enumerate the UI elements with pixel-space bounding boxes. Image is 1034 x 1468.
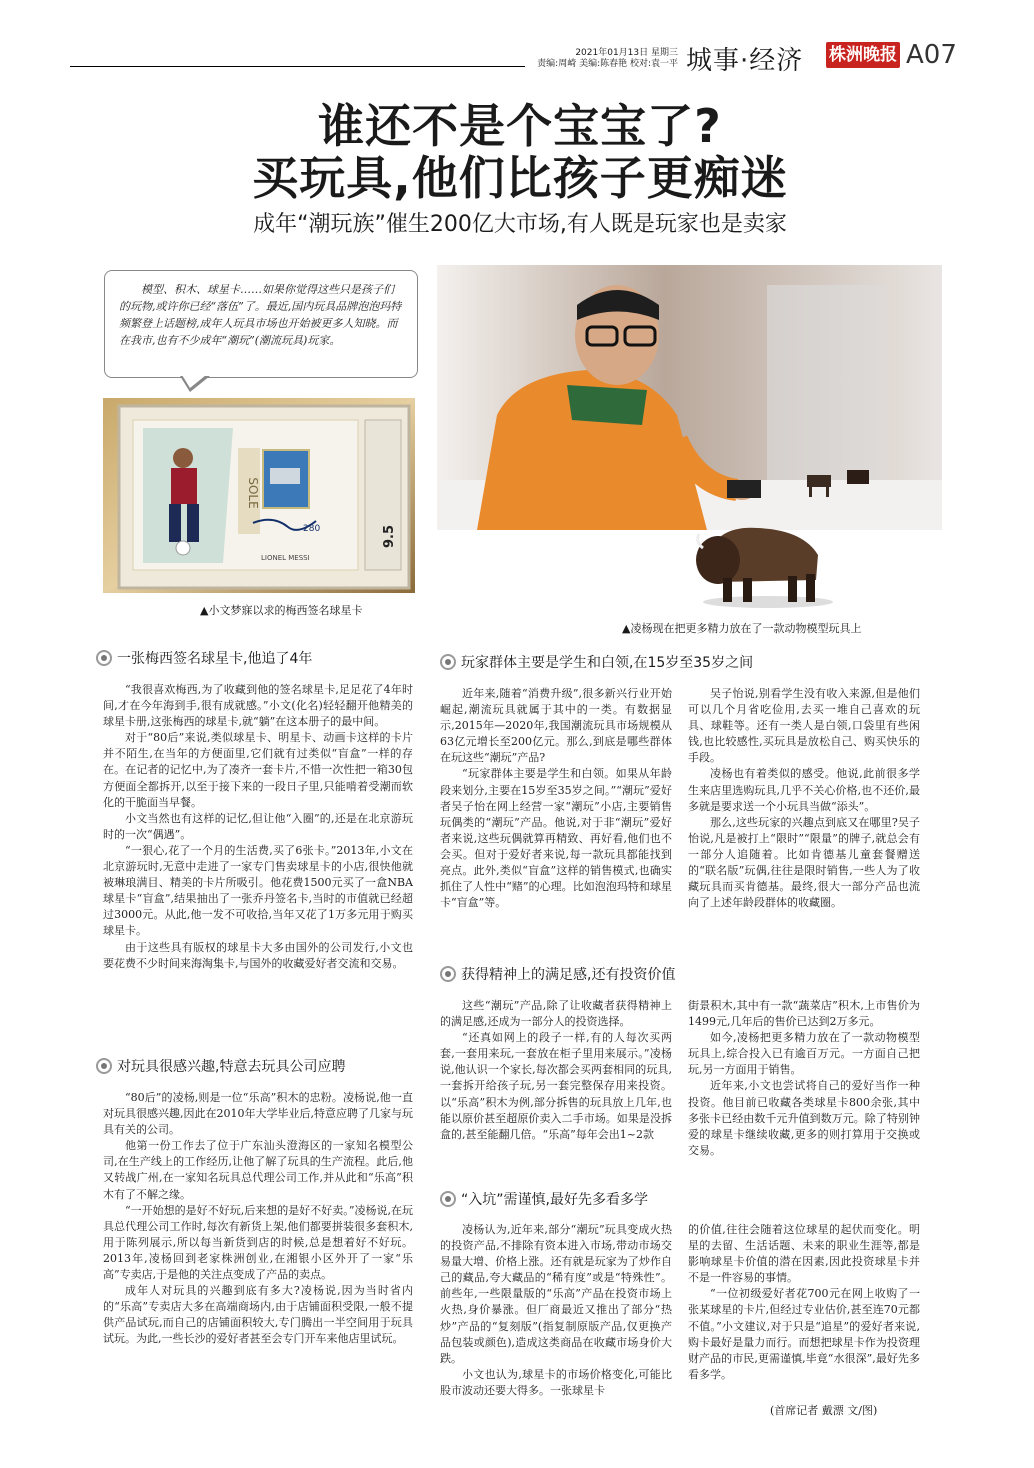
article-col-c2 xyxy=(688,998,920,1159)
header-meta xyxy=(528,48,678,70)
paragraph: 由于这些具有版权的球星卡大多由国外的公司发行,小文也要花费不少时间来海淘集卡,与国外的收藏爱好者交流和交易。 xyxy=(103,940,413,970)
paragraph: 凌杨也有着类似的感受。他说,此前很多学生来店里选购玩具,几乎不关心价格,也不还价,最多就是要求送一个小玩具当做“添头”。 xyxy=(688,767,920,813)
card-sole-text: SOLE xyxy=(246,477,260,509)
article-col-a2 xyxy=(103,1090,413,1348)
photo-caption-1: ▲小文梦寐以求的梅西签名球星卡 xyxy=(200,604,363,617)
paragraph: “一狠心,花了一个月的生活费,买了6张卡。”2013年,小文在北京游玩时,无意中走进了一家专门售卖球星卡的小店,很快他就被琳琅满目、精美的卡片所吸引。他花费1500元买了一盒NBA球星卡“盲盒”,结果抽出了一张乔丹签名卡,当时的市值就已经超过3000元。从此,他一发不可收拾,当年又花了1万多元用于购买球星卡。 xyxy=(103,843,413,938)
bullet-circle-icon xyxy=(440,966,456,982)
paragraph: 凌杨认为,近年来,部分“潮玩”玩具变成火热的投资产品,不排除有资本进入市场,带动市场交易量大增、价格上涨。还有就是玩家为了炒作自己的藏品,夸大藏品的“稀有度”或是“特殊性”。前些年,一些限量版的“乐高”产品在投资市场上火热,身价暴涨。但厂商最近又推出了部分“热炒”产品的“复刻版”(指复制原版产品,仅更换产品包装或颜色),造成这类商品在收藏市场身价大跌。 xyxy=(440,1223,672,1365)
article-col-c3 xyxy=(688,1222,920,1383)
article-col-c1 xyxy=(688,686,920,911)
section-header-2 xyxy=(96,1056,345,1076)
section-name: 城事·经济 xyxy=(686,46,804,76)
bullet-circle-icon xyxy=(440,654,456,670)
editor-credits: 责编:周崎 美编:陈春艳 校对:袁一平 xyxy=(537,59,678,69)
section-header-2-text: 对玩具很感兴趣,特意去玩具公司应聘 xyxy=(117,1059,346,1075)
paragraph: 小文当然也有这样的记忆,但让他“入圈”的,还是在北京游玩时的一次“偶遇”。 xyxy=(103,811,413,841)
headline-line-1: 谁还不是个宝宝了? xyxy=(318,99,722,153)
section-header-4 xyxy=(440,964,675,984)
paragraph: 近年来,小文也尝试将自己的爱好当作一种投资。他目前已收藏各类球星卡800余张,其中多张卡已经由数千元升值到数万元。除了特别钟爱的球星卡继续收藏,更多的则打算用于交换或交易。 xyxy=(688,1079,920,1157)
subheadline: 成年“潮玩族”催生200亿大市场,有人既是玩家也是卖家 xyxy=(253,212,787,237)
paragraph: 吴子怡说,别看学生没有收入来源,但是他们可以几个月省吃俭用,去买一堆自己喜欢的玩具、球鞋等。还有一类人是白领,口袋里有些闲钱,也比较感性,买玩具是放松自己、购买快乐的手段。 xyxy=(688,687,920,765)
paragraph: 近年来,随着“消费升级”,很多新兴行业开始崛起,潮流玩具就属于其中的一类。有数据显示,2015年—2020年,我国潮流玩具市场规模从63亿元增长至200亿元。那么,到底是哪些群体在玩这些“潮玩”产品? xyxy=(440,687,672,765)
intro-bubble: 模型、积木、球星卡……如果你觉得这些只是孩子们的玩物,或许你已经“落伍”了。最近,国内玩具品牌泡泡玛特频繁登上话题榜,成年人玩具市场也开始被更多人知晓。而在我市,也有不少成年“潮玩”(潮流玩具)玩家。 xyxy=(104,270,418,378)
headline-line-2: 买玩具,他们比孩子更痴迷 xyxy=(252,151,788,205)
card-autograph-number: 280 xyxy=(303,524,321,534)
newspaper-logo: 株洲晚报 xyxy=(826,42,900,68)
paragraph: 成年人对玩具的兴趣到底有多大?凌杨说,因为当时省内的“乐高”专卖店大多在高端商场内,由于店铺面积受限,一般不提供产品试玩,而自己的店铺面积较大,专门腾出一半空间用于玩具试玩。为此,一些长沙的爱好者甚至会专门开车来他店里试玩。 xyxy=(103,1284,413,1346)
paragraph: “玩家群体主要是学生和白领。如果从年龄段来划分,主要在15岁至35岁之间。”“潮玩”爱好者吴子怡在网上经营一家“潮玩”小店,主要销售玩偶类的“潮玩”产品。他说,对于非“潮玩”爱好者来说,这些玩偶就算再精致、再好看,他们也不会买。但对于爱好者来说,每一款玩具都能找到亮点。此外,类似“盲盒”这样的销售模式,也确实抓住了人性中“赌”的心理。比如泡泡玛特和球星卡“盲盒”等。 xyxy=(440,767,672,910)
paragraph: “80后”的凌杨,则是一位“乐高”积木的忠粉。凌杨说,他一直对玩具很感兴趣,因此在2010年大学毕业后,特意应聘了几家与玩具有关的公司。 xyxy=(103,1091,413,1137)
paragraph: “我很喜欢梅西,为了收藏到他的签名球星卡,足足花了4年时间,才在今年海到手,很有成就感。”小文(化名)轻轻翻开他精美的球星卡册,这张梅西的球星卡,就“躺”在这本册子的最中间。 xyxy=(103,683,413,729)
paragraph: “一位初级爱好者花700元在网上收购了一张某球星的卡片,但经过专业估价,甚至连70元都不值。”小文建议,对于只是“追星”的爱好者来说,购卡最好是量力而行。而想把球星卡作为投资理财产品的市民,更需谨慎,毕竟“水很深”,最好先多看多学。 xyxy=(688,1287,920,1381)
bullet-circle-icon xyxy=(96,650,112,666)
bison-model-image xyxy=(688,510,838,610)
article-col-b1 xyxy=(440,686,672,911)
paragraph: 他第一份工作去了位于广东汕头澄海区的一家知名模型公司,在生产线上的工作经历,让他了解了玩具的生产流程。此后,他又转战广州,在一家知名玩具总代理公司工作,并从此和“乐高”积木有了不解之缘。 xyxy=(103,1139,413,1201)
paragraph: 那么,这些玩家的兴趣点到底又在哪里?吴子怡说,凡是被打上“限时”“限量”的牌子,就总会有一部分人追随着。比如肯德基儿童套餐赠送的“联名版”玩偶,往往是限时销售,一些人为了收藏玩具而买肯德基。最终,很大一部分产品也流向了上述年龄段群体的收藏圈。 xyxy=(688,815,920,910)
section-header-3-text: 玩家群体主要是学生和白领,在15岁至35岁之间 xyxy=(461,655,754,671)
paragraph: “一开始想的是好不好玩,后来想的是好不好卖。”凌杨说,在玩具总代理公司工作时,每次有新货上架,他们都要拼装很多套积木,用于陈列展示,所以每当新货到店的时候,总是想着好不好玩。2013年,凌杨回到老家株洲创业,在湘银小区外开了一家“乐高”专卖店,于是他的关注点变成了产品的卖点。 xyxy=(103,1203,413,1282)
issue-date: 2021年01月13日 星期三 xyxy=(575,48,678,58)
bubble-tail-fill xyxy=(182,375,206,388)
bullet-circle-icon xyxy=(96,1058,112,1074)
article-col-b2 xyxy=(440,998,672,1143)
card-grade: 9.5 xyxy=(382,524,397,548)
article-col-a1 xyxy=(103,682,413,972)
paragraph: 的价值,往往会随着这位球星的起伏而变化。明星的去留、生活话题、未来的职业生涯等,都是影响球星卡价值的潜在因素,因此投资球星卡并不是一件容易的事情。 xyxy=(688,1223,920,1285)
section-header-5 xyxy=(440,1189,648,1209)
byline: (首席记者 戴漂 文/图) xyxy=(770,1404,878,1417)
page-number: A07 xyxy=(906,40,957,70)
section-header-1 xyxy=(96,648,312,668)
paragraph: 如今,凌杨把更多精力放在了一款动物模型玩具上,综合投入已有逾百万元。一方面自己把玩,另一方面用于销售。 xyxy=(688,1031,920,1077)
section-header-5-text: “入坑”需谨慎,最好先多看多学 xyxy=(461,1192,648,1208)
messi-card-photo xyxy=(103,398,415,593)
bullet-circle-icon xyxy=(440,1191,456,1207)
section-header-1-text: 一张梅西签名球星卡,他追了4年 xyxy=(117,651,313,667)
photo-caption-2: ▲凌杨现在把更多精力放在了一款动物模型玩具上 xyxy=(622,622,862,635)
paragraph: “还真如网上的段子一样,有的人每次买两套,一套用来玩,一套放在柜子里用来展示。”凌杨说,他认识一个家长,每次都会买两套相同的玩具,一套拆开给孩子玩,另一套完整保存用来投资。以“乐高”积木为例,部分拆售的玩具放上几年,也能以原价甚至超原价卖入二手市场。如果是没拆盒的,甚至能翻几倍。“乐高”每年会出1~2款 xyxy=(440,1031,672,1141)
paragraph: 街景积木,其中有一款“蔬菜店”积木,上市售价为1499元,几年后的售价已达到2万多元。 xyxy=(688,999,920,1029)
card-player-name: LIONEL MESSI xyxy=(261,554,310,562)
article-col-b3 xyxy=(440,1222,672,1399)
collector-photo xyxy=(437,265,942,530)
header-rule xyxy=(70,66,525,67)
section-header-3 xyxy=(440,652,753,672)
paragraph: 小文也认为,球星卡的市场价格变化,可能比股市波动还要大得多。一张球星卡 xyxy=(440,1367,672,1397)
section-header-4-text: 获得精神上的满足感,还有投资价值 xyxy=(461,967,676,983)
paragraph: 对于“80后”来说,类似球星卡、明星卡、动画卡这样的卡片并不陌生,在当年的方便面里,它们就有过类似“盲盒”一样的存在。在记者的记忆中,为了凑齐一套卡片,不惜一次性把一箱30包方便面全都拆开,以至于接下来的一段日子里,只能啃着受潮而软化的干脆面当早餐。 xyxy=(103,731,413,809)
paragraph: 这些“潮玩”产品,除了让收藏者获得精神上的满足感,还成为一部分人的投资选择。 xyxy=(440,999,672,1029)
